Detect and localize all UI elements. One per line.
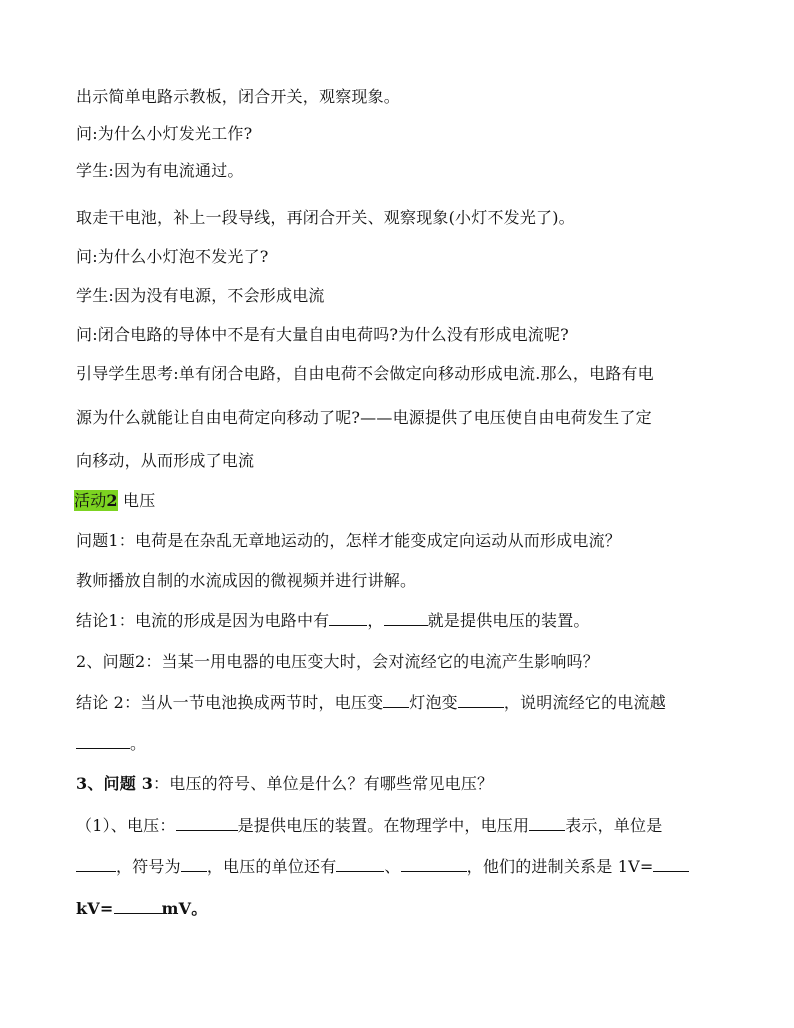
text-line-5: 问:为什么小灯泡不发光了? (76, 247, 269, 266)
part-1-text-d: ，符号为 (116, 857, 181, 876)
text-line-2: 问:为什么小灯发光工作? (76, 124, 253, 143)
text-line-6: 学生:因为没有电源，不会形成电流 (76, 286, 325, 305)
text-line-7: 问:闭合电路的导体中不是有大量自由电荷吗?为什么没有形成电流呢? (76, 325, 569, 344)
conclusion-2 (76, 692, 666, 714)
blank-field (176, 816, 238, 831)
blank-field (383, 693, 409, 708)
text-line-9: 源为什么就能让自由电荷定向移动了呢?——电源提供了电压使自由电荷发生了定 (76, 408, 652, 427)
teacher-note: 教师播放自制的水流成因的微视频并进行讲解。 (76, 571, 417, 590)
activity-number: 2 (106, 491, 118, 510)
conclusion-2-text-a: 结论 2：当从一节电池换成两节时，电压变 (76, 693, 384, 712)
conclusion-2-cont (76, 733, 146, 755)
text-line-10: 向移动，从而形成了电流 (76, 451, 255, 470)
conclusion-1-text-c: 就是提供电压的装置。 (427, 611, 590, 630)
conclusion-1-text-a: 结论1：电流的形成是因为电路中有 (76, 611, 330, 630)
part-1-text-e: ，电压的单位还有 (206, 857, 337, 876)
blank-field (384, 611, 428, 626)
question-3-label: 3、问题 3 (76, 774, 154, 793)
part-1-line-1 (76, 815, 662, 837)
part-1-text-g: ，他们的进制关系是 1V= (466, 857, 654, 876)
conclusion-1 (76, 610, 590, 632)
question-3-text: ：电压的符号、单位是什么？有哪些常见电压？ (153, 774, 494, 793)
blank-field (76, 857, 116, 872)
conclusion-2-text-d: 。 (130, 734, 147, 753)
blank-field (401, 857, 467, 872)
conclusion-2-text-b: 灯泡变 (409, 693, 458, 712)
question-2: 2、问题2：当某一用电器的电压变大时，会对流经它的电流产生影响吗？ (76, 652, 599, 671)
part-1-line-2 (76, 856, 689, 878)
part-1-text-c: 表示，单位是 (565, 816, 663, 835)
part-1-text-h: kV= (76, 899, 114, 918)
blank-field (114, 899, 162, 914)
activity-title: 电压 (123, 491, 156, 510)
question-1: 问题1：电荷是在杂乱无章地运动的，怎样才能变成定向运动从而形成电流？ (76, 531, 621, 550)
blank-field (181, 857, 207, 872)
conclusion-1-text-b: ， (367, 611, 384, 630)
activity-heading (74, 490, 155, 512)
activity-highlight: 活动 (74, 491, 107, 510)
part-1-text-f: 、 (384, 857, 401, 876)
blank-field (76, 734, 130, 749)
blank-field (529, 816, 565, 831)
part-1-text-i: mV。 (161, 899, 208, 918)
part-1-line-3 (76, 898, 207, 920)
part-1-text-a: （1）、电压： (76, 816, 176, 835)
blank-field (329, 611, 367, 626)
blank-field (458, 693, 504, 708)
text-line-3: 学生:因为有电流通过。 (76, 161, 244, 180)
question-3 (76, 773, 493, 795)
text-line-8: 引导学生思考:单有闭合电路，自由电荷不会做定向移动形成电流.那么，电路有电 (76, 364, 654, 383)
blank-field (653, 857, 689, 872)
part-1-text-b: 是提供电压的装置。在物理学中，电压用 (237, 816, 530, 835)
blank-field (336, 857, 384, 872)
conclusion-2-text-c: ，说明流经它的电流越 (503, 693, 666, 712)
text-line-1: 出示简单电路示教板，闭合开关，观察现象。 (76, 87, 401, 106)
text-line-4: 取走干电池，补上一段导线，再闭合开关、观察现象(小灯不发光了)。 (76, 208, 575, 227)
